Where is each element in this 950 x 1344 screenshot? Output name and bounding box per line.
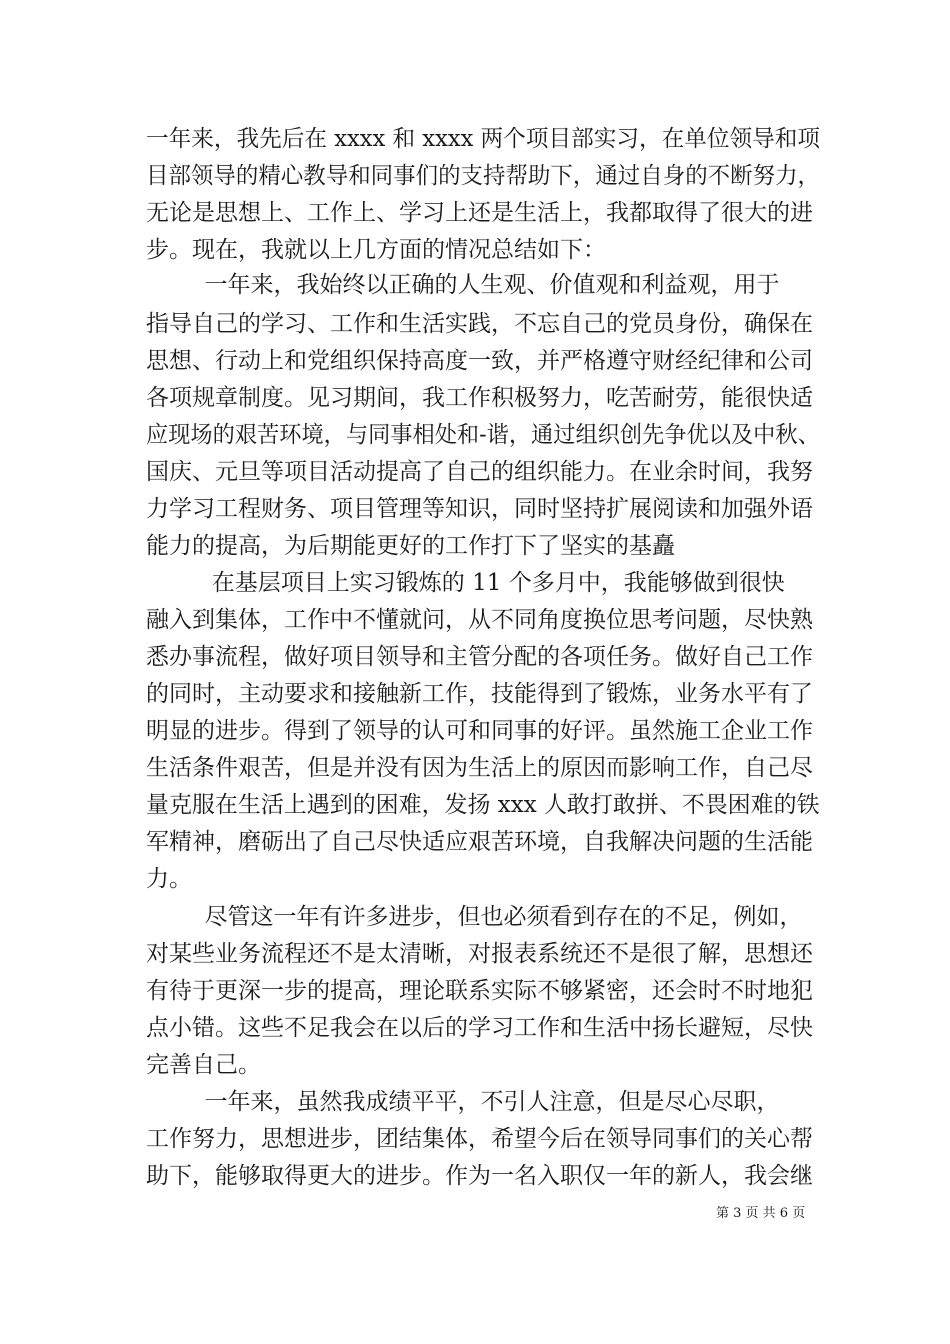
text-line: 生活条件艰苦，但是并没有因为生活上的原因而影响工作，自己尽 xyxy=(146,755,813,781)
text-line: 融入到集体，工作中不懂就问，从不同角度换位思考问题，尽快熟 xyxy=(146,607,813,633)
text-line: 思想、行动上和党组织保持高度一致，并严格遵守财经纪律和公司 xyxy=(146,348,813,374)
text-line: 在基层项目上实习锻炼的 11 个多月中，我能够做到很快 xyxy=(146,570,785,596)
page-number: 第 3 页 共 6 页 xyxy=(716,1206,806,1221)
text-line: 一年来，虽然我成绩平平，不引人注意，但是尽心尽职， xyxy=(146,1089,780,1115)
text-line: 一年来，我始终以正确的人生观、价值观和利益观，用于 xyxy=(146,272,780,298)
text-line: 国庆、元旦等项目活动提高了自己的组织能力。在业余时间，我努 xyxy=(146,459,813,485)
text-line: 目部领导的精心教导和同事们的支持帮助下，通过自身的不断努力， xyxy=(146,163,820,189)
text-line: 悉办事流程，做好项目领导和主管分配的各项任务。做好自己工作 xyxy=(146,644,813,670)
text-line: 各项规章制度。见习期间，我工作积极努力，吃苦耐劳，能很快适 xyxy=(146,385,813,411)
text-line: 力。 xyxy=(146,866,192,892)
text-line: 对某些业务流程还不是太清晰，对报表系统还不是很了解，思想还 xyxy=(146,941,813,967)
text-line: 军精神，磨砺出了自己尽快适应艰苦环境，自我解决问题的生活能 xyxy=(146,829,813,855)
text-line: 力学习工程财务、项目管理等知识，同时坚持扩展阅读和加强外语 xyxy=(146,496,813,522)
text-line: 指导自己的学习、工作和生活实践，不忘自己的党员身份，确保在 xyxy=(146,311,813,337)
text-line: 明显的进步。得到了领导的认可和同事的好评。虽然施工企业工作 xyxy=(146,718,813,744)
text-line: 应现场的艰苦环境，与同事相处和-谐，通过组织创先争优以及中秋、 xyxy=(146,422,820,448)
text-line: 无论是思想上、工作上、学习上还是生活上，我都取得了很大的进 xyxy=(146,200,813,226)
text-line: 的同时，主动要求和接触新工作，技能得到了锻炼，业务水平有了 xyxy=(146,681,813,707)
text-line: 量克服在生活上遇到的困难，发扬 xxx 人敢打敢拼、不畏困难的铁 xyxy=(146,792,820,818)
text-line: 完善自己。 xyxy=(146,1052,261,1078)
text-line: 步。现在，我就以上几方面的情况总结如下： xyxy=(146,237,606,263)
text-line: 一年来，我先后在 xxxx 和 xxxx 两个项目部实习，在单位领导和项 xyxy=(146,126,821,152)
text-line: 能力的提高，为后期能更好的工作打下了坚实的基矗 xyxy=(146,533,675,559)
text-line: 工作努力，思想进步，团结集体，希望今后在领导同事们的关心帮 xyxy=(146,1126,813,1152)
text-line: 尽管这一年有许多进步，但也必须看到存在的不足，例如， xyxy=(146,904,803,930)
text-line: 助下，能够取得更大的进步。作为一名入职仅一年的新人，我会继 xyxy=(146,1163,813,1189)
text-line: 有待于更深一步的提高，理论联系实际不够紧密，还会时不时地犯 xyxy=(146,978,813,1004)
text-line: 点小错。这些不足我会在以后的学习工作和生活中扬长避短，尽快 xyxy=(146,1015,813,1041)
